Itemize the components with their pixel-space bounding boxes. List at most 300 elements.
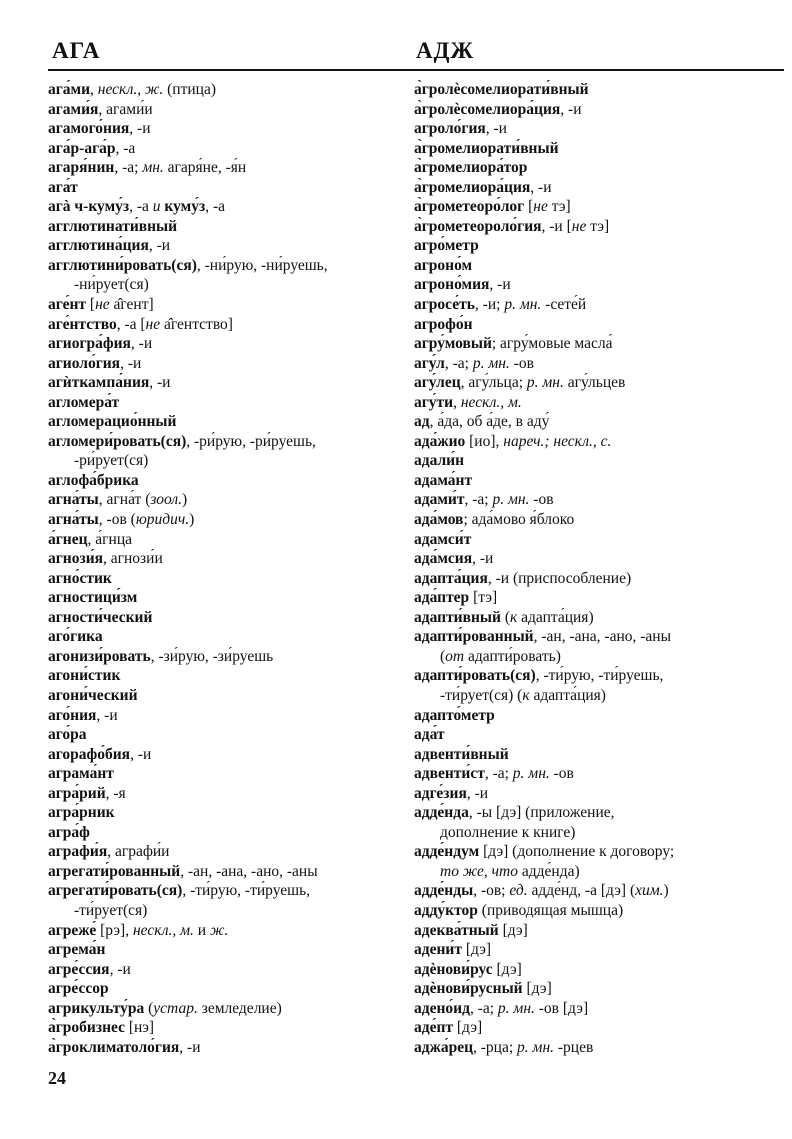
- entry-text: [дэ]: [461, 941, 492, 959]
- entry-text: , -и: [472, 550, 494, 568]
- entry-text: ,: [453, 393, 461, 411]
- entry-text: адде́нда): [518, 862, 580, 880]
- entry-text: [рэ],: [96, 921, 133, 939]
- entry-line: [414, 393, 789, 413]
- headword: адѐнови́рус: [414, 960, 493, 978]
- entry-text: [дэ]: [492, 960, 522, 978]
- entry-line: [414, 706, 789, 726]
- entry-line: [414, 471, 789, 491]
- entry-line: [414, 569, 789, 589]
- entry-text: (: [500, 608, 510, 626]
- headword: адвенти́ст: [414, 765, 485, 783]
- entry-line: [414, 178, 789, 198]
- entry-line: [48, 451, 423, 471]
- entry-line: [414, 1018, 789, 1038]
- entry-line: [48, 569, 423, 589]
- entry-text: , -и: [130, 335, 153, 353]
- headword: агглютинати́вный: [48, 217, 178, 235]
- headword: агнози́я: [48, 550, 104, 568]
- entry-line: [414, 842, 789, 862]
- entry-line: [414, 412, 789, 432]
- entry-line: [48, 823, 423, 843]
- entry-text: , -а: [205, 198, 226, 216]
- entry-text: , -а;: [114, 159, 143, 177]
- entry-line: [48, 412, 423, 432]
- entry-text: , -а;: [484, 765, 513, 783]
- headword: агу́лец: [414, 374, 461, 392]
- headword: адено́ид: [414, 999, 470, 1017]
- entry-text: [дэ]: [453, 1019, 483, 1037]
- entry-line: [414, 608, 789, 628]
- headword: агрикульту́ра: [48, 999, 145, 1017]
- grammar-note: р. мн.: [517, 1038, 555, 1056]
- entry-text: а̂гент]: [109, 296, 154, 314]
- entry-line: [414, 979, 789, 999]
- entry-line: [414, 862, 789, 882]
- entry-text: -рцев: [554, 1038, 594, 1056]
- headword: а̀грометеороло́гия: [414, 217, 542, 235]
- entry-line: [414, 881, 789, 901]
- entry-text: , -и: [485, 120, 507, 138]
- entry-line: [414, 100, 789, 120]
- grammar-note: нескл., м.: [460, 393, 522, 411]
- grammar-note: ед.: [509, 882, 528, 900]
- entry-text: , -рца;: [473, 1038, 518, 1056]
- entry-text: , -а;: [469, 999, 498, 1017]
- entry-text: [дэ] (дополнение к договору;: [479, 843, 675, 861]
- entry-line: [48, 393, 423, 413]
- entry-text: , -и: [530, 178, 552, 196]
- headword: агно́стик: [48, 569, 112, 587]
- entry-line: [414, 549, 789, 569]
- entry-line: [414, 1038, 789, 1058]
- entry-line: [48, 647, 423, 667]
- headword: аго́ния: [48, 706, 97, 724]
- entry-text: , -и: [130, 745, 152, 763]
- headword: а̀громелиора́ция: [414, 178, 531, 196]
- entry-text: , -и: [96, 706, 118, 724]
- entry-line: [48, 256, 423, 276]
- entry-text: , -и: [120, 354, 142, 372]
- headword: агорафо́бия: [48, 745, 131, 763]
- entry-line: [414, 275, 789, 295]
- grammar-note: не: [571, 217, 587, 235]
- entry-text: , агнози́и: [103, 550, 163, 568]
- headword: агу́ти: [414, 393, 454, 411]
- grammar-note: то же, что: [440, 862, 518, 880]
- headword: аго́ра: [48, 726, 87, 744]
- entry-text: ,: [90, 81, 98, 98]
- entry-line: [48, 119, 423, 139]
- headword: ада́жио: [414, 432, 466, 450]
- headword: агами́я: [48, 100, 99, 118]
- entry-text: , а́гнца: [87, 530, 132, 548]
- headword: агросе́ть: [414, 296, 475, 314]
- entry-line: [48, 999, 423, 1019]
- headword: агностици́зм: [48, 589, 138, 607]
- entry-text: [: [524, 198, 534, 216]
- entry-line: [414, 940, 789, 960]
- entry-text: земледелие): [197, 999, 282, 1017]
- entry-text: , -ов (: [98, 511, 136, 529]
- entry-line: [48, 666, 423, 686]
- entry-text: , -и;: [474, 296, 505, 314]
- headword: адду́ктор: [414, 901, 478, 919]
- headword: адени́т: [414, 941, 462, 959]
- entry-line: [414, 197, 789, 217]
- grammar-note: устар.: [153, 999, 198, 1017]
- entry-line: [48, 784, 423, 804]
- headword: агрегати́рованный: [48, 862, 181, 880]
- headword: агглютини́ровать(ся): [48, 256, 197, 274]
- entry-text: адде́нд, -а [дэ] (: [527, 882, 636, 900]
- entry-line: [414, 334, 789, 354]
- entry-line: [48, 510, 423, 530]
- entry-text: адапта́ция): [517, 608, 594, 626]
- entry-line: [414, 960, 789, 980]
- entry-line: [48, 275, 423, 295]
- entry-text: , -а;: [464, 491, 493, 509]
- headword: агломера́т: [48, 393, 120, 411]
- headword: агроно́мия: [414, 276, 490, 294]
- headword: агамого́ния: [48, 120, 130, 138]
- headword: ада́мов: [414, 511, 464, 529]
- grammar-note: к: [510, 608, 518, 626]
- entry-line: [414, 647, 789, 667]
- entry-text: [нэ]: [124, 1019, 155, 1037]
- entry-text: , -и: [489, 276, 511, 294]
- grammar-note: зоол.: [150, 491, 182, 509]
- grammar-note: нескл., м.: [132, 921, 194, 939]
- headword: ад: [414, 413, 430, 431]
- entry-line: [414, 510, 789, 530]
- headword: аде́пт: [414, 1019, 454, 1037]
- entry-line: [414, 354, 789, 374]
- headword: агаря́нин: [48, 159, 115, 177]
- entry-line: [48, 549, 423, 569]
- headword: агонизи́ровать: [48, 647, 151, 665]
- headword: а̀гробизнес: [48, 1019, 125, 1037]
- headword: агре́ссор: [48, 980, 109, 998]
- entry-line: [414, 764, 789, 784]
- entry-line: [48, 295, 423, 315]
- headword: ага́т: [48, 178, 78, 196]
- entry-line: [48, 921, 423, 941]
- entry-text: (: [440, 647, 446, 665]
- headword: агѝткампа́ния: [48, 374, 150, 392]
- headword: а̀гролѐсомелиора́ция: [414, 100, 561, 118]
- entry-line: [414, 725, 789, 745]
- headword: агна́ты: [48, 511, 99, 529]
- headword: аграфи́я: [48, 843, 108, 861]
- left-column: [48, 80, 423, 1057]
- entry-line: [48, 627, 423, 647]
- grammar-note: и: [152, 198, 161, 216]
- entry-line: [414, 217, 789, 237]
- entry-line: [48, 315, 423, 335]
- headword: агглютина́ция: [48, 237, 149, 255]
- entry-line: [48, 901, 423, 921]
- headword: агломерацио́нный: [48, 413, 177, 431]
- entry-text: и: [193, 921, 210, 939]
- entry-text: , -ти́рую, -ти́руешь,: [182, 882, 311, 900]
- entry-line: [48, 334, 423, 354]
- entry-text: [дэ]: [522, 980, 552, 998]
- entry-line: [48, 197, 423, 217]
- entry-line: [414, 432, 789, 452]
- entry-text: , -ы [дэ] (приложение,: [468, 804, 615, 822]
- headword: адге́зия: [414, 784, 467, 802]
- entry-line: [48, 608, 423, 628]
- entry-text: [дэ]: [498, 921, 528, 939]
- headword: агони́стик: [48, 667, 121, 685]
- entry-line: [48, 178, 423, 198]
- headword: агрема́н: [48, 941, 106, 959]
- headword: агро́метр: [414, 237, 479, 255]
- entry-line: [48, 686, 423, 706]
- entry-text: , -ан, -ана, -ано, -аны: [180, 862, 318, 880]
- entry-line: [48, 706, 423, 726]
- entry-line: [414, 236, 789, 256]
- headword: агиогра́фия: [48, 335, 131, 353]
- entry-text: дополнение к книге): [440, 823, 576, 841]
- entry-line: [48, 842, 423, 862]
- headword: агроло́гия: [414, 120, 486, 138]
- entry-text: (птица): [163, 81, 217, 98]
- entry-text: (: [144, 999, 154, 1017]
- headword: адапти́ровать(ся): [414, 667, 536, 685]
- headword: адапта́ция: [414, 569, 488, 587]
- entry-text: -ти́рует(ся) (: [440, 686, 523, 704]
- entry-line: [48, 530, 423, 550]
- grammar-note: р. мн.: [512, 765, 550, 783]
- entry-text: [: [86, 296, 96, 314]
- entry-line: [414, 823, 789, 843]
- entry-line: [414, 315, 789, 335]
- headword: куму́з: [164, 198, 206, 216]
- headword: агра́рий: [48, 784, 106, 802]
- entry-line: [414, 139, 789, 159]
- entry-text: , -а: [115, 139, 136, 157]
- headword: адвенти́вный: [414, 745, 509, 763]
- entry-text: , -и: [179, 1038, 201, 1056]
- headword: агроно́м: [414, 256, 473, 274]
- page-number: 24: [48, 1068, 66, 1088]
- entry-line: [414, 901, 789, 921]
- entry-text: ): [189, 511, 195, 529]
- entry-line: [48, 236, 423, 256]
- entry-text: -ов: [549, 765, 574, 783]
- entry-line: [414, 256, 789, 276]
- entry-text: , -и [: [541, 217, 572, 235]
- entry-text: -ти́рует(ся): [74, 901, 148, 919]
- headword: агони́ческий: [48, 686, 138, 704]
- headword: адама́нт: [414, 471, 473, 489]
- entry-text: ; агру́мовые масла́: [491, 335, 613, 353]
- grammar-note: мн.: [142, 159, 164, 177]
- entry-text: , -ти́рую, -ти́руешь,: [535, 667, 664, 685]
- entry-text: , -а [: [116, 315, 146, 333]
- entry-line: [48, 940, 423, 960]
- headword: агиоло́гия: [48, 354, 121, 372]
- entry-line: [414, 158, 789, 178]
- entry-line: [414, 686, 789, 706]
- headword: ада́мсия: [414, 550, 473, 568]
- headword: аглофа́брика: [48, 471, 139, 489]
- headword: а́гнец: [48, 530, 88, 548]
- entry-line: [48, 979, 423, 999]
- entry-line: [414, 530, 789, 550]
- entry-line: [48, 80, 423, 100]
- entry-text: , -а;: [444, 354, 473, 372]
- headword: адде́нды: [414, 882, 474, 900]
- headword: агру́мовый: [414, 335, 492, 353]
- headword: агреже́: [48, 921, 97, 939]
- entry-line: [48, 881, 423, 901]
- grammar-note: р. мн.: [497, 999, 535, 1017]
- running-head-right: АДЖ: [416, 38, 475, 63]
- headword: аге́нт: [48, 296, 87, 314]
- entry-line: [48, 1018, 423, 1038]
- entry-line: [48, 588, 423, 608]
- entry-line: [48, 432, 423, 452]
- entry-line: [414, 999, 789, 1019]
- entry-text: -ов [дэ]: [534, 999, 589, 1017]
- grammar-note: р. мн.: [504, 296, 542, 314]
- headword: аго́гика: [48, 628, 103, 646]
- grammar-note: от: [445, 647, 465, 665]
- grammar-note: р. мн.: [526, 374, 564, 392]
- grammar-note: не: [145, 315, 161, 333]
- entry-text: , а́да, об а́де, в аду́: [429, 413, 550, 431]
- entry-text: , агами́и: [98, 100, 153, 118]
- entry-text: тэ]: [586, 217, 610, 235]
- headword: агу́л: [414, 354, 445, 372]
- headword: агломери́ровать(ся): [48, 432, 187, 450]
- entry-line: [414, 119, 789, 139]
- entry-text: , -зи́рую, -зи́руешь: [150, 647, 274, 665]
- entry-line: [414, 490, 789, 510]
- entry-text: , -ри́рую, -ри́руешь,: [186, 432, 316, 450]
- entry-text: , -а: [129, 198, 153, 216]
- headword: адали́н: [414, 452, 465, 470]
- entry-line: [414, 373, 789, 393]
- headword: а̀гроклиматоло́гия: [48, 1038, 180, 1056]
- entry-line: [48, 862, 423, 882]
- entry-text: , -ов;: [473, 882, 510, 900]
- headword: ага́р-ага́р: [48, 139, 116, 157]
- entry-text: тэ]: [547, 198, 571, 216]
- entry-line: [48, 373, 423, 393]
- entry-text: [тэ]: [469, 589, 498, 607]
- entry-text: агаря́не, -я́н: [163, 159, 247, 177]
- entry-line: [48, 1038, 423, 1058]
- entry-line: [48, 139, 423, 159]
- entry-line: [414, 803, 789, 823]
- entry-line: [414, 921, 789, 941]
- entry-text: (приводящая мышца): [477, 901, 624, 919]
- entry-line: [48, 471, 423, 491]
- entry-text: адапта́ция): [529, 686, 606, 704]
- grammar-note: нескл., ж.: [97, 81, 164, 98]
- grammar-note: нареч.; нескл., с.: [503, 432, 612, 450]
- grammar-note: р. мн.: [472, 354, 510, 372]
- headword: а̀гролѐсомелиорати́вный: [414, 81, 589, 98]
- entry-text: , -и: [129, 120, 151, 138]
- entry-text: , агу́льца;: [460, 374, 527, 392]
- entry-text: , -ан, -ана, -ано, -аны: [533, 628, 672, 646]
- right-column: [414, 80, 789, 1057]
- entry-line: [48, 354, 423, 374]
- headword: адде́нда: [414, 804, 469, 822]
- entry-text: , -и: [466, 784, 489, 802]
- entry-text: ; ада́мово я́блоко: [463, 511, 575, 529]
- headword: агности́ческий: [48, 608, 153, 626]
- headword: аграма́нт: [48, 765, 114, 783]
- grammar-note: ж.: [209, 921, 229, 939]
- headword: агà ч-куму́з: [48, 198, 130, 216]
- headword: адапти́вный: [414, 608, 501, 626]
- grammar-note: р. мн.: [492, 491, 530, 509]
- grammar-note: не: [533, 198, 548, 216]
- entry-text: , -и: [560, 100, 582, 118]
- headword: адапто́метр: [414, 706, 495, 724]
- entry-line: [48, 803, 423, 823]
- entry-line: [414, 80, 789, 100]
- entry-line: [48, 764, 423, 784]
- headword: адами́т: [414, 491, 465, 509]
- entry-text: , -ни́рую, -ни́руешь,: [196, 256, 328, 274]
- headword: а̀громелиорати́вный: [414, 139, 559, 157]
- entry-line: [414, 451, 789, 471]
- entry-text: агу́льцев: [563, 374, 626, 392]
- headword: а̀громелиора́тор: [414, 159, 528, 177]
- entry-text: -ри́рует(ся): [74, 452, 149, 470]
- headword: агрофо́н: [414, 315, 473, 333]
- entry-text: , -я: [105, 784, 126, 802]
- entry-line: [48, 725, 423, 745]
- entry-text: -ов: [509, 354, 534, 372]
- headword: адде́ндум: [414, 843, 480, 861]
- entry-text: ): [663, 882, 669, 900]
- entry-text: а̂гентство]: [160, 315, 233, 333]
- entry-text: [ио],: [465, 432, 504, 450]
- headword: аге́нтство: [48, 315, 117, 333]
- headword: агна́ты: [48, 491, 99, 509]
- grammar-note: юридич.: [135, 511, 190, 529]
- headword: а̀грометеоро́лог: [414, 198, 525, 216]
- entry-line: [414, 295, 789, 315]
- entry-line: [48, 100, 423, 120]
- headword: адамси́т: [414, 530, 472, 548]
- headword: адѐнови́русный: [414, 980, 523, 998]
- entry-line: [48, 745, 423, 765]
- entry-line: [414, 745, 789, 765]
- entry-text: , -и: [148, 237, 171, 255]
- entry-line: [48, 158, 423, 178]
- entry-text: , -и: [109, 960, 131, 978]
- entry-line: [414, 666, 789, 686]
- headword: агрегати́ровать(ся): [48, 882, 183, 900]
- headword: ада́т: [414, 726, 445, 744]
- headword: ага́ми: [48, 81, 91, 98]
- running-head-left: АГА: [52, 38, 101, 63]
- entry-text: , агна́т (: [98, 491, 151, 509]
- headword: адапти́рованный: [414, 628, 534, 646]
- entry-text: -ни́рует(ся): [74, 276, 149, 294]
- header-rule: [48, 69, 784, 71]
- grammar-note: к: [522, 686, 530, 704]
